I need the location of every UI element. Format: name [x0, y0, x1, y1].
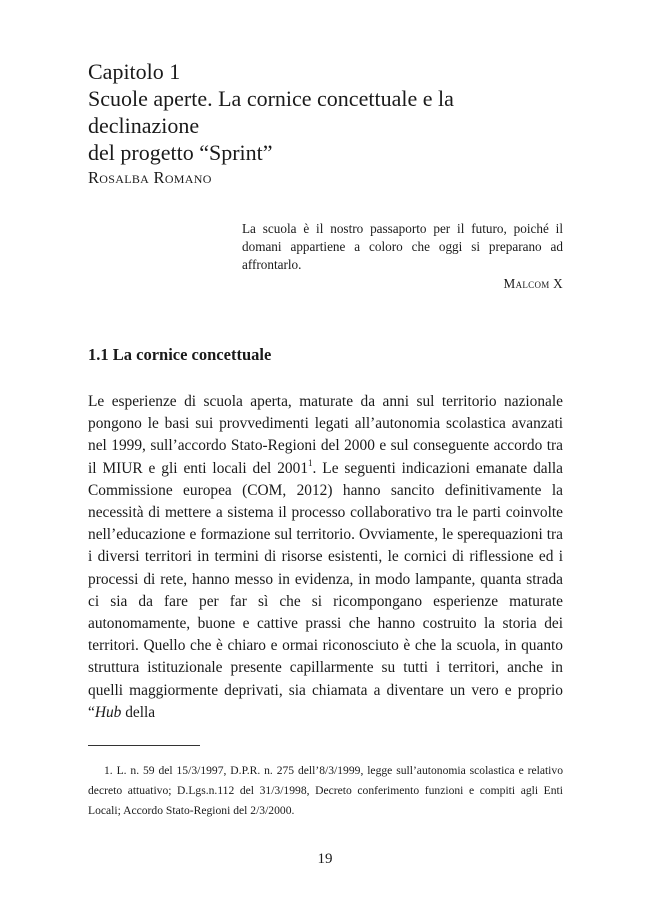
body-text-part-2: . Le seguenti indicazioni emanate dalla Commissione europea (COM, 2012) hanno sancito definitivamente la necessità di mettere a sistema il processo collaborativo tra le parti coinvolte nell’educazione e formazione sul territorio. Ovviamente, le sperequazioni tra i diversi territori in termini di risorse esistenti, le cornici di riflessione ed i processi di rete, hanno messo in evidenza, in modo lampante, quanta strada ci sia da fare per far sì che si ricompongano esperienze maturate autonomamente, buone e cattive prassi che hanno costruito la storia dei territori. Quello che è chiaro e ormai riconosciuto è che la scuola, in quanto struttura istituzionale presente capillarmente su tutti i territori, anche in quelli maggiormente deprivati, sia chiamata a diventare un vero e proprio “	[88, 459, 563, 721]
body-text-part-1: Le esperienze di scuola aperta, maturate da anni sul territorio nazionale pongono le basi sui provvedimenti legati all’autonomia scolastica avanzati nel 1999, sull’accordo Stato-Regioni del 2000 e sul conseguente accordo tra il MIUR e gli enti locali del 2001	[88, 393, 563, 477]
chapter-label: Capitolo 1	[88, 59, 181, 84]
chapter-title	[88, 58, 563, 166]
body-text-part-3: della	[121, 703, 156, 721]
section-heading: 1.1 La cornice concettuale	[88, 345, 272, 364]
footnote-reference[interactable]: 1	[308, 457, 313, 468]
footnote: 1. L. n. 59 del 15/3/1997, D.P.R. n. 275 dell’8/3/1999, legge sull’autonomia scolastica e relativo decreto attuativo; D.Lgs.n.112 del 31/3/1998, Decreto conferimento funzioni e compiti agli Enti Locali; Accordo Stato-Regioni del 2/3/2000.	[88, 764, 563, 817]
body-paragraph	[88, 391, 563, 724]
epigraph	[242, 220, 563, 293]
italic-term: Hub	[94, 703, 122, 721]
chapter-title-line-1: Scuole aperte. La cornice concettuale e la declinazione	[88, 86, 454, 138]
chapter-author: Rosalba Romano	[88, 168, 212, 187]
page-content	[88, 58, 563, 739]
chapter-title-line-2: del progetto “Sprint”	[88, 140, 273, 165]
footnote-divider	[88, 745, 200, 746]
page-number: 19	[317, 851, 333, 867]
epigraph-attribution: Malcom X	[503, 276, 563, 291]
epigraph-text: La scuola è il nostro passaporto per il futuro, poiché il domani appartiene a coloro che oggi si preparano ad affrontarlo.	[242, 221, 563, 272]
